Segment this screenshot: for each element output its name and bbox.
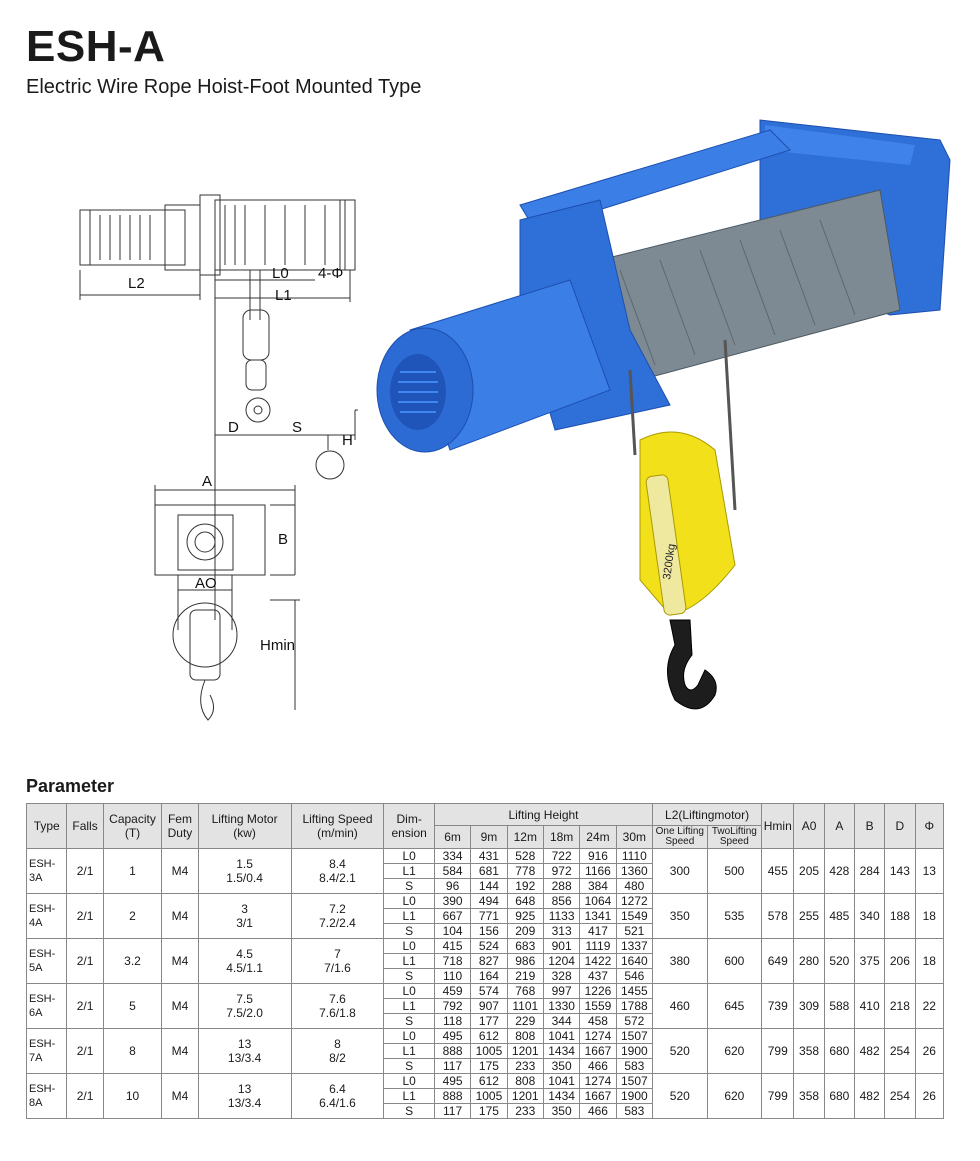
cell-height-value: 972 — [543, 864, 579, 879]
cell-a: 428 — [824, 849, 854, 894]
cell-height-value: 572 — [616, 1014, 652, 1029]
cell-height-value: 667 — [434, 909, 470, 924]
cell-a0: 205 — [794, 849, 824, 894]
cell-b: 410 — [854, 984, 884, 1029]
hook — [668, 620, 717, 709]
cell-capacity: 8 — [103, 1029, 162, 1074]
cell-dimension-name: L0 — [384, 894, 434, 909]
cell-falls: 2/1 — [67, 849, 103, 894]
cell-height-value: 288 — [543, 879, 579, 894]
cell-phi: 22 — [915, 984, 943, 1029]
cell-height-value: 1507 — [616, 1029, 652, 1044]
label-hmin: Hmin — [260, 637, 296, 654]
cell-type: ESH-3A — [27, 849, 67, 894]
cell-height-value: 175 — [471, 1104, 507, 1119]
cell-capacity: 3.2 — [103, 939, 162, 984]
cell-height-value: 437 — [580, 969, 616, 984]
cell-phi: 26 — [915, 1074, 943, 1119]
cell-height-value: 901 — [543, 939, 579, 954]
cell-height-value: 1337 — [616, 939, 652, 954]
dimension-drawing — [60, 180, 390, 750]
cell-phi: 18 — [915, 939, 943, 984]
cell-a: 680 — [824, 1029, 854, 1074]
table-row — [27, 1029, 944, 1044]
cell-height-value: 1041 — [543, 1029, 579, 1044]
cell-dimension-name: L0 — [384, 1029, 434, 1044]
cell-l2-two: 600 — [707, 939, 762, 984]
cell-dimension-name: L1 — [384, 909, 434, 924]
cell-height-value: 1434 — [543, 1044, 579, 1059]
cell-falls: 2/1 — [67, 984, 103, 1029]
cell-dimension-name: L0 — [384, 1074, 434, 1089]
cell-height-value: 722 — [543, 849, 579, 864]
cell-height-value: 431 — [471, 849, 507, 864]
header-motor: Lifting Motor (kw) — [198, 804, 291, 849]
cell-l2-two: 500 — [707, 849, 762, 894]
cell-height-value: 328 — [543, 969, 579, 984]
cell-phi: 26 — [915, 1029, 943, 1074]
cell-height-value: 1005 — [471, 1089, 507, 1104]
cell-height-value: 1166 — [580, 864, 616, 879]
cell-hmin: 649 — [762, 939, 794, 984]
cell-a0: 280 — [794, 939, 824, 984]
cell-l2-two: 620 — [707, 1029, 762, 1074]
cell-height-value: 546 — [616, 969, 652, 984]
cell-height-value: 1360 — [616, 864, 652, 879]
cell-l2-one: 460 — [653, 984, 708, 1029]
cell-dimension-name: L1 — [384, 1044, 434, 1059]
cell-height-value: 118 — [434, 1014, 470, 1029]
cell-height-value: 808 — [507, 1074, 543, 1089]
cell-height-value: 458 — [580, 1014, 616, 1029]
cell-motor: 3 3/1 — [198, 894, 291, 939]
cell-height-value: 778 — [507, 864, 543, 879]
cell-d: 218 — [885, 984, 915, 1029]
cell-motor: 4.5 4.5/1.1 — [198, 939, 291, 984]
cell-height-value: 1274 — [580, 1029, 616, 1044]
cell-height-value: 459 — [434, 984, 470, 999]
cell-height-value: 104 — [434, 924, 470, 939]
label-l0: L0 — [272, 265, 289, 282]
cell-height-value: 925 — [507, 909, 543, 924]
parameter-table — [26, 803, 944, 1119]
cell-height-value: 792 — [434, 999, 470, 1014]
cell-b: 284 — [854, 849, 884, 894]
header-a: A — [824, 804, 854, 849]
header-a0: A0 — [794, 804, 824, 849]
cell-height-value: 229 — [507, 1014, 543, 1029]
header-lifting-height: Lifting Height — [434, 804, 652, 826]
cell-l2-one: 520 — [653, 1029, 708, 1074]
header-hmin: Hmin — [762, 804, 794, 849]
cell-phi: 18 — [915, 894, 943, 939]
cell-fem-duty: M4 — [162, 1029, 198, 1074]
cell-motor: 13 13/3.4 — [198, 1074, 291, 1119]
cell-height-value: 384 — [580, 879, 616, 894]
cell-fem-duty: M4 — [162, 939, 198, 984]
cell-d: 188 — [885, 894, 915, 939]
cell-l2-two: 535 — [707, 894, 762, 939]
cell-height-value: 718 — [434, 954, 470, 969]
cell-height-value: 144 — [471, 879, 507, 894]
cell-a: 520 — [824, 939, 854, 984]
cell-dimension-name: S — [384, 924, 434, 939]
label-h: H — [342, 432, 353, 449]
label-a0: AO — [195, 575, 217, 592]
cell-capacity: 5 — [103, 984, 162, 1029]
cell-b: 375 — [854, 939, 884, 984]
cell-l2-one: 350 — [653, 894, 708, 939]
table-row — [27, 849, 944, 864]
cell-height-value: 117 — [434, 1059, 470, 1074]
label-a: A — [202, 473, 213, 490]
cell-height-value: 888 — [434, 1044, 470, 1059]
cell-type: ESH-7A — [27, 1029, 67, 1074]
parameter-title: Parameter — [26, 776, 115, 796]
cell-height-value: 1667 — [580, 1044, 616, 1059]
cell-height-value: 1422 — [580, 954, 616, 969]
cell-hmin: 578 — [762, 894, 794, 939]
cell-height-value: 612 — [471, 1029, 507, 1044]
label-s: S — [292, 419, 303, 436]
cell-height-value: 827 — [471, 954, 507, 969]
hoist-illustration — [370, 110, 960, 730]
cell-height-value: 1900 — [616, 1089, 652, 1104]
cell-type: ESH-6A — [27, 984, 67, 1029]
table-row — [27, 984, 944, 999]
cell-height-value: 233 — [507, 1104, 543, 1119]
header-b: B — [854, 804, 884, 849]
cell-a: 588 — [824, 984, 854, 1029]
page-subtitle: Electric Wire Rope Hoist-Foot Mounted Type — [26, 76, 422, 98]
cell-height-value: 466 — [580, 1059, 616, 1074]
cell-type: ESH-5A — [27, 939, 67, 984]
capacity-tag: 3200kg — [661, 543, 678, 581]
cell-motor: 1.5 1.5/0.4 — [198, 849, 291, 894]
table-row — [27, 894, 944, 909]
cell-height-value: 1201 — [507, 1089, 543, 1104]
cell-falls: 2/1 — [67, 939, 103, 984]
header-fem-duty: Fem Duty — [162, 804, 198, 849]
cell-height-value: 156 — [471, 924, 507, 939]
cell-height-value: 495 — [434, 1074, 470, 1089]
cell-a0: 358 — [794, 1029, 824, 1074]
label-d: D — [228, 419, 239, 436]
cell-height-value: 350 — [543, 1104, 579, 1119]
cell-speed: 8.4 8.4/2.1 — [291, 849, 384, 894]
cell-height-value: 771 — [471, 909, 507, 924]
cell-height-value: 1788 — [616, 999, 652, 1014]
cell-dimension-name: S — [384, 1104, 434, 1119]
cell-height-value: 986 — [507, 954, 543, 969]
cell-dimension-name: L0 — [384, 984, 434, 999]
cell-height-value: 1226 — [580, 984, 616, 999]
header-dimension: Dim- ension — [384, 804, 434, 849]
cell-falls: 2/1 — [67, 1074, 103, 1119]
cell-dimension-name: L0 — [384, 939, 434, 954]
cell-falls: 2/1 — [67, 1029, 103, 1074]
cell-height-value: 583 — [616, 1059, 652, 1074]
cell-height-value: 390 — [434, 894, 470, 909]
cell-height-value: 219 — [507, 969, 543, 984]
cell-b: 482 — [854, 1074, 884, 1119]
cell-height-value: 1549 — [616, 909, 652, 924]
cell-height-value: 177 — [471, 1014, 507, 1029]
cell-falls: 2/1 — [67, 894, 103, 939]
cell-fem-duty: M4 — [162, 1074, 198, 1119]
cell-height-value: 1101 — [507, 999, 543, 1014]
cell-a0: 358 — [794, 1074, 824, 1119]
cell-height-value: 768 — [507, 984, 543, 999]
header-height-12m: 12m — [507, 826, 543, 849]
cell-height-value: 1434 — [543, 1089, 579, 1104]
cell-fem-duty: M4 — [162, 849, 198, 894]
cell-height-value: 648 — [507, 894, 543, 909]
cell-dimension-name: L1 — [384, 1089, 434, 1104]
header-height-24m: 24m — [580, 826, 616, 849]
rope-drum — [600, 190, 900, 380]
header-falls: Falls — [67, 804, 103, 849]
cell-d: 254 — [885, 1074, 915, 1119]
cell-height-value: 524 — [471, 939, 507, 954]
cell-height-value: 1110 — [616, 849, 652, 864]
cell-height-value: 334 — [434, 849, 470, 864]
cell-hmin: 799 — [762, 1029, 794, 1074]
cell-height-value: 584 — [434, 864, 470, 879]
cell-speed: 7.6 7.6/1.8 — [291, 984, 384, 1029]
cell-height-value: 466 — [580, 1104, 616, 1119]
cell-height-value: 1119 — [580, 939, 616, 954]
cell-height-value: 350 — [543, 1059, 579, 1074]
cell-capacity: 10 — [103, 1074, 162, 1119]
table-row — [27, 939, 944, 954]
cell-height-value: 233 — [507, 1059, 543, 1074]
cell-dimension-name: S — [384, 969, 434, 984]
cell-dimension-name: S — [384, 879, 434, 894]
cell-height-value: 528 — [507, 849, 543, 864]
cell-height-value: 1274 — [580, 1074, 616, 1089]
cell-height-value: 1559 — [580, 999, 616, 1014]
cell-dimension-name: L1 — [384, 954, 434, 969]
cell-motor: 7.5 7.5/2.0 — [198, 984, 291, 1029]
cell-dimension-name: S — [384, 1014, 434, 1029]
label-l1: L1 — [275, 287, 292, 304]
cell-height-value: 1204 — [543, 954, 579, 969]
cell-l2-one: 380 — [653, 939, 708, 984]
header-height-9m: 9m — [471, 826, 507, 849]
cell-l2-one: 300 — [653, 849, 708, 894]
cell-speed: 7.2 7.2/2.4 — [291, 894, 384, 939]
cell-height-value: 888 — [434, 1089, 470, 1104]
cell-d: 206 — [885, 939, 915, 984]
header-l2: L2(Liftingmotor) — [653, 804, 762, 826]
cell-height-value: 480 — [616, 879, 652, 894]
cell-height-value: 494 — [471, 894, 507, 909]
header-d: D — [885, 804, 915, 849]
cell-height-value: 192 — [507, 879, 543, 894]
cell-dimension-name: L0 — [384, 849, 434, 864]
cell-height-value: 415 — [434, 939, 470, 954]
cell-phi: 13 — [915, 849, 943, 894]
table-row — [27, 1074, 944, 1089]
cell-a: 680 — [824, 1074, 854, 1119]
cell-capacity: 2 — [103, 894, 162, 939]
header-height-30m: 30m — [616, 826, 652, 849]
cell-type: ESH-4A — [27, 894, 67, 939]
cell-b: 482 — [854, 1029, 884, 1074]
cell-height-value: 1455 — [616, 984, 652, 999]
cell-fem-duty: M4 — [162, 894, 198, 939]
cell-dimension-name: L1 — [384, 864, 434, 879]
cell-l2-two: 620 — [707, 1074, 762, 1119]
cell-height-value: 1133 — [543, 909, 579, 924]
cell-speed: 7 7/1.6 — [291, 939, 384, 984]
cell-height-value: 1640 — [616, 954, 652, 969]
cell-height-value: 856 — [543, 894, 579, 909]
cell-height-value: 808 — [507, 1029, 543, 1044]
cell-height-value: 1041 — [543, 1074, 579, 1089]
cell-height-value: 344 — [543, 1014, 579, 1029]
cell-dimension-name: L1 — [384, 999, 434, 1014]
cell-hmin: 455 — [762, 849, 794, 894]
label-l2: L2 — [128, 275, 145, 292]
cell-height-value: 209 — [507, 924, 543, 939]
cell-b: 340 — [854, 894, 884, 939]
cell-dimension-name: S — [384, 1059, 434, 1074]
cell-hmin: 799 — [762, 1074, 794, 1119]
cell-height-value: 313 — [543, 924, 579, 939]
cell-capacity: 1 — [103, 849, 162, 894]
cell-height-value: 521 — [616, 924, 652, 939]
cell-height-value: 683 — [507, 939, 543, 954]
cell-d: 143 — [885, 849, 915, 894]
cell-l2-one: 520 — [653, 1074, 708, 1119]
header-l2-one-speed: One Lifting Speed — [653, 826, 708, 849]
cell-height-value: 1272 — [616, 894, 652, 909]
cell-d: 254 — [885, 1029, 915, 1074]
label-b: B — [278, 531, 289, 548]
cell-speed: 8 8/2 — [291, 1029, 384, 1074]
cell-height-value: 574 — [471, 984, 507, 999]
drawing-motor — [80, 210, 185, 265]
cell-height-value: 583 — [616, 1104, 652, 1119]
page-title: ESH-A — [26, 22, 166, 71]
cell-height-value: 1667 — [580, 1089, 616, 1104]
cell-type: ESH-8A — [27, 1074, 67, 1119]
header-l2-two-speed: TwoLifting Speed — [707, 826, 762, 849]
cell-height-value: 1900 — [616, 1044, 652, 1059]
header-phi: Φ — [915, 804, 943, 849]
parameter-table-body — [27, 849, 944, 1119]
cell-height-value: 916 — [580, 849, 616, 864]
cell-height-value: 1507 — [616, 1074, 652, 1089]
cell-a0: 309 — [794, 984, 824, 1029]
cell-a0: 255 — [794, 894, 824, 939]
cell-height-value: 175 — [471, 1059, 507, 1074]
header-capacity: Capacity (T) — [103, 804, 162, 849]
header-height-6m: 6m — [434, 826, 470, 849]
cell-speed: 6.4 6.4/1.6 — [291, 1074, 384, 1119]
cell-height-value: 907 — [471, 999, 507, 1014]
header-type: Type — [27, 804, 67, 849]
header-height-18m: 18m — [543, 826, 579, 849]
header-speed: Lifting Speed (m/min) — [291, 804, 384, 849]
label-holes: 4-Φ — [318, 265, 344, 282]
cell-height-value: 1005 — [471, 1044, 507, 1059]
cell-height-value: 612 — [471, 1074, 507, 1089]
cell-height-value: 1201 — [507, 1044, 543, 1059]
cell-height-value: 1330 — [543, 999, 579, 1014]
cell-height-value: 417 — [580, 924, 616, 939]
cell-hmin: 739 — [762, 984, 794, 1029]
cell-height-value: 1064 — [580, 894, 616, 909]
cell-height-value: 164 — [471, 969, 507, 984]
cell-motor: 13 13/3.4 — [198, 1029, 291, 1074]
cell-height-value: 997 — [543, 984, 579, 999]
cell-l2-two: 645 — [707, 984, 762, 1029]
cell-height-value: 96 — [434, 879, 470, 894]
cell-height-value: 110 — [434, 969, 470, 984]
cell-height-value: 1341 — [580, 909, 616, 924]
cell-a: 485 — [824, 894, 854, 939]
cell-height-value: 681 — [471, 864, 507, 879]
cell-fem-duty: M4 — [162, 984, 198, 1029]
cell-height-value: 495 — [434, 1029, 470, 1044]
cell-height-value: 117 — [434, 1104, 470, 1119]
